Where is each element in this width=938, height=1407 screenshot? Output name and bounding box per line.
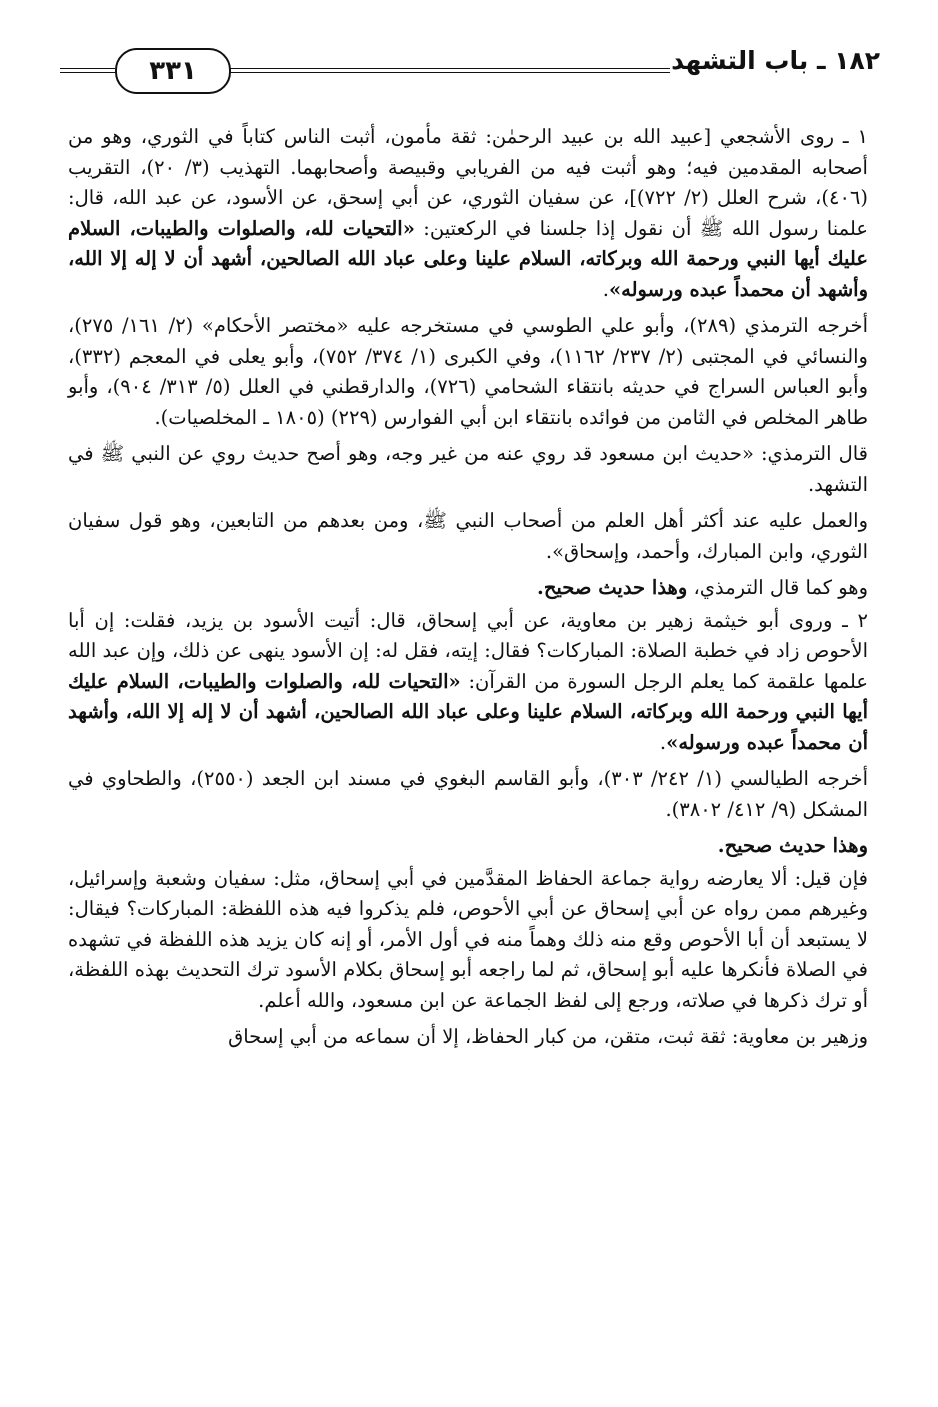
section-title: ١٨٢ ـ باب التشهد	[671, 46, 880, 75]
paragraph-5	[68, 573, 868, 604]
paragraph-1-tail: .	[602, 277, 609, 301]
paragraph-2: أخرجه الترمذي (٢٨٩)، وأبو علي الطوسي في مستخرجه عليه «مختصر الأحكام» (٢/ ١٦١/ ٢٧٥)، والنسائي في المجتبى (٢/ ٢٣٧/ ١١٦٢)، وفي الكبرى (١/ ٣٧٤/ ٧٥٢)، وأبو يعلى في المعجم (٣٣٢)، وأبو العباس السراج في حديثه بانتقاء الشحامي (٧٢٦)، والدارقطني في العلل (٥/ ٣١٣/ ٩٠٤)، وأبو طاهر المخلص في الثامن من فوائده بانتقاء ابن أبي الفوارس (٢٢٩) (١٨٠٥ ـ المخلصيات).	[68, 314, 869, 429]
paragraph-4: والعمل عليه عند أكثر أهل العلم من أصحاب النبي ﷺ، ومن بعدهم من التابعين، وهو قول سفيان الثوري، وابن المبارك، وأحمد، وإسحاق».	[68, 509, 868, 563]
paragraph-6-tail: .	[659, 730, 667, 754]
paragraph-6-text: ٢ ـ وروى أبو خيثمة زهير بن معاوية، عن أبي إسحاق، قال: أتيت الأسود بن يزيد، فقلت: إن أبا الأحوص زاد في خطبة الصلاة: المباركات؟ فقال: إيته، فقل له: إن الأسود ينهى عن ذلك، وإن عبد الله علمها علقمة كما يعلم الرجل السورة من القرآن:	[68, 608, 868, 693]
paragraph-1	[68, 122, 868, 305]
paragraph-5-verdict: وهذا حديث صحيح.	[537, 576, 688, 599]
paragraph-6-hadith: «التحيات لله، والصلوات والطيبات، السلام عليك أيها النبي ورحمة الله وبركاته، السلام علينا وعلى عباد الله الصالحين، أشهد أن لا إله إلا الله، وأشهد أن محمداً عبده ورسوله»	[68, 669, 868, 754]
header-rule-left	[60, 68, 115, 73]
page-body	[68, 122, 868, 1059]
paragraph-8: وهذا حديث صحيح.	[717, 834, 868, 857]
paragraph-10: وزهير بن معاوية: ثقة ثبت، متقن، من كبار الحفاظ، إلا أن سماعه من أبي إسحاق	[228, 1025, 868, 1048]
paragraph-5-text: وهو كما قال الترمذي،	[687, 576, 868, 599]
page-header	[60, 40, 880, 96]
page-number: ٣٣١	[149, 56, 197, 86]
paragraph-1-text: ١ ـ روى الأشجعي [عبيد الله بن عبيد الرحمٰن: ثقة مأمون، أثبت الناس كتاباً في الثوري، وهو من أصحابه المقدمين فيه؛ وهو أثبت فيه من الفريابي وقبيصة وأصحابهما. التهذيب (٣/ ٢٠)، التقريب (٤٠٦)، شرح العلل (٢/ ٧٢٢)]، عن سفيان الثوري، عن أبي إسحق، عن الأسود، عن عبد الله، قال: علمنا رسول الله ﷺ أن نقول إذا جلسنا في الركعتين:	[68, 125, 869, 240]
paragraph-7: أخرجه الطيالسي (١/ ٢٤٢/ ٣٠٣)، وأبو القاسم البغوي في مسند ابن الجعد (٢٥٥٠)، والطحاوي في المشكل (٩/ ٤١٢/ ٣٨٠٢).	[68, 767, 868, 821]
header-rule	[230, 68, 670, 73]
paragraph-6	[68, 606, 868, 759]
paragraph-9: فإن قيل: ألا يعارضه رواية جماعة الحفاظ المقدَّمين في أبي إسحاق، مثل: سفيان وشعبة وإسرائيل، وغيرهم ممن رواه عن أبي إسحاق عن أبي الأحوص، فلم يذكروا فيه هذه اللفظة: المباركات؟ فيقال: لا يستبعد أن أبا الأحوص وقع منه ذلك وهماً منه في أول الأمر، أو إنه كان يزيد هذه اللفظة في تشهده في الصلاة فأنكرها عليه أبو إسحاق، ثم لما راجعه أبو إسحاق بكلام الأسود ترك التحديث بهذه اللفظة، أو ترك ذكرها في صلاته، ورجع إلى لفظ الجماعة عن ابن مسعود، والله أعلم.	[68, 866, 868, 1012]
paragraph-3: قال الترمذي: «حديث ابن مسعود قد روي عنه من غير وجه، وهو أصح حديث روي عن النبي ﷺ في التشهد.	[68, 442, 868, 496]
page-number-badge	[115, 48, 231, 94]
paragraph-1-hadith: «التحيات لله، والصلوات والطيبات، السلام عليك أيها النبي ورحمة الله وبركاته، السلام علينا وعلى عباد الله الصالحين، أشهد أن لا إله إلا الله، وأشهد أن محمداً عبده ورسوله»	[68, 216, 868, 301]
